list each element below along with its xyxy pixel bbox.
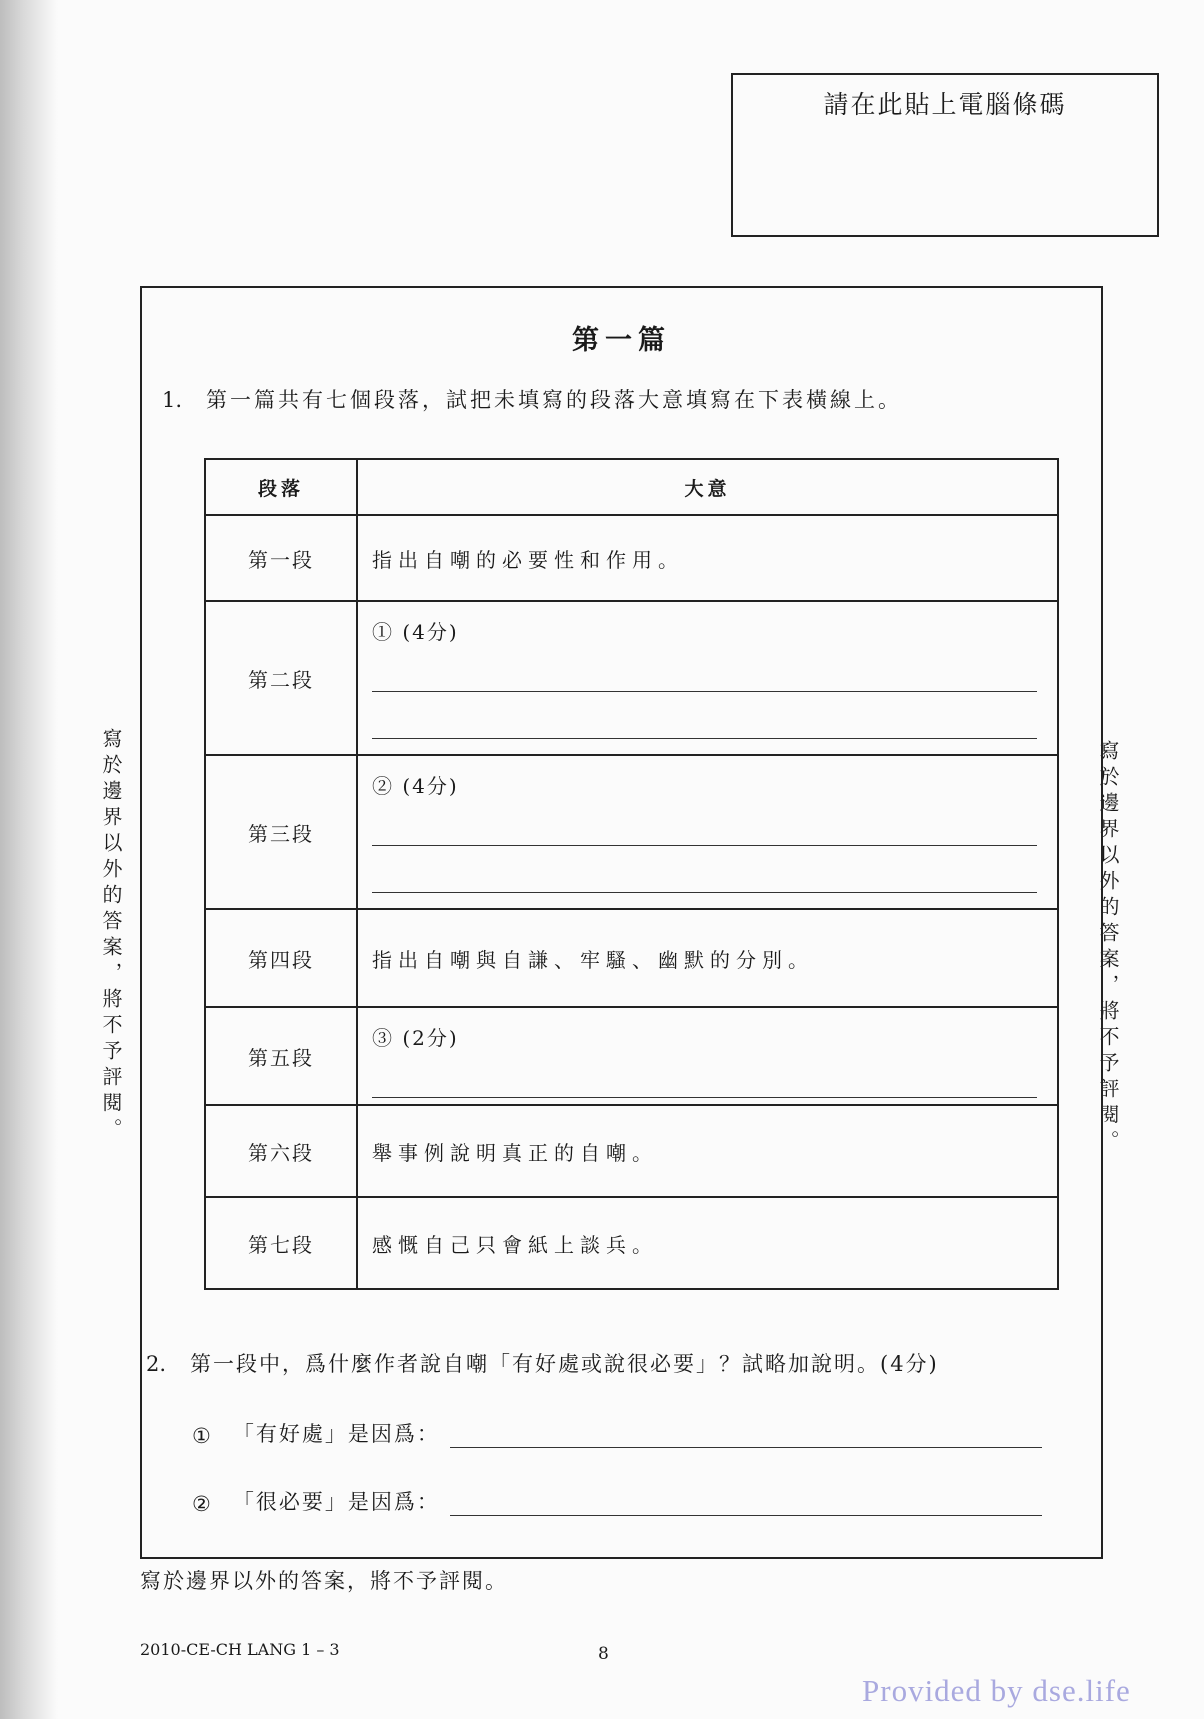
section-title: 第一篇: [572, 325, 671, 356]
paragraph-name: 第三段: [205, 755, 357, 909]
answer-line[interactable]: [372, 692, 1037, 739]
answer-label: ① (4分): [372, 620, 459, 644]
watermark: Provided by dse.life: [862, 1673, 1131, 1708]
paragraph-summary: 指出自嘲與自謙、牢騷、幽默的分別。: [357, 909, 1058, 1007]
sub-marker: ①: [192, 1424, 213, 1448]
table-row: [205, 1007, 1058, 1105]
answer-border-box: [140, 286, 1103, 1559]
answer-label: ② (4分): [372, 774, 459, 798]
table-row: [205, 515, 1058, 601]
question-2: [146, 1348, 939, 1378]
answer-line[interactable]: [450, 1491, 1042, 1516]
paragraph-summary: 舉事例說明真正的自嘲。: [357, 1105, 1058, 1197]
question-2-sub-2: [192, 1486, 1042, 1516]
footer-exam-code: 2010-CE-CH LANG 1 – 3: [140, 1640, 340, 1659]
answer-line[interactable]: [450, 1423, 1042, 1448]
question-2-text: 第一段中，爲什麼作者說自嘲「有好處或說很必要」？試略加說明。(4分): [190, 1352, 939, 1376]
table-row: [205, 1105, 1058, 1197]
answer-cell[interactable]: [357, 755, 1058, 909]
barcode-box: [731, 73, 1159, 237]
table-header-row: [205, 459, 1058, 515]
paragraph-name: 第五段: [205, 1007, 357, 1105]
paragraph-summary: 感慨自己只會紙上談兵。: [357, 1197, 1058, 1289]
paragraph-name: 第四段: [205, 909, 357, 1007]
bottom-margin-note: 寫於邊界以外的答案，將不予評閱。: [140, 1569, 508, 1593]
answer-cell[interactable]: [357, 1007, 1058, 1105]
header-main-idea: 大意: [357, 459, 1058, 515]
question-2-number: 2.: [146, 1352, 167, 1376]
sub-label: 「很必要」是因爲：: [232, 1490, 440, 1514]
paragraph-name: 第六段: [205, 1105, 357, 1197]
question-1: [162, 384, 902, 414]
question-2-sub-1: [192, 1418, 1042, 1448]
paragraph-name: 第一段: [205, 515, 357, 601]
paragraph-summary: 指出自嘲的必要性和作用。: [357, 515, 1058, 601]
paragraph-name: 第二段: [205, 601, 357, 755]
paragraph-summary-table: [204, 458, 1059, 1290]
paragraph-name: 第七段: [205, 1197, 357, 1289]
answer-line[interactable]: [372, 1051, 1037, 1098]
answer-line[interactable]: [372, 846, 1037, 893]
page-number: 8: [598, 1644, 609, 1664]
answer-line[interactable]: [372, 645, 1037, 692]
table-row: [205, 601, 1058, 755]
answer-cell[interactable]: [357, 601, 1058, 755]
table-row: [205, 1197, 1058, 1289]
sub-marker: ②: [192, 1492, 213, 1516]
barcode-label: 請在此貼上電腦條碼: [823, 90, 1067, 119]
binding-shadow: [0, 0, 58, 1719]
question-1-text: 第一篇共有七個段落，試把未填寫的段落大意填寫在下表橫線上。: [206, 388, 902, 412]
answer-line[interactable]: [372, 799, 1037, 846]
answer-label: ③ (2分): [372, 1026, 459, 1050]
right-margin-note: 寫於邊界以外的答案，將不予評閱。: [1096, 740, 1120, 1156]
question-1-number: 1.: [162, 388, 183, 412]
table-row: [205, 755, 1058, 909]
left-margin-note: 寫於邊界以外的答案，將不予評閱。: [99, 728, 123, 1144]
header-paragraph: 段落: [205, 459, 357, 515]
table-row: [205, 909, 1058, 1007]
sub-label: 「有好處」是因爲：: [232, 1422, 440, 1446]
